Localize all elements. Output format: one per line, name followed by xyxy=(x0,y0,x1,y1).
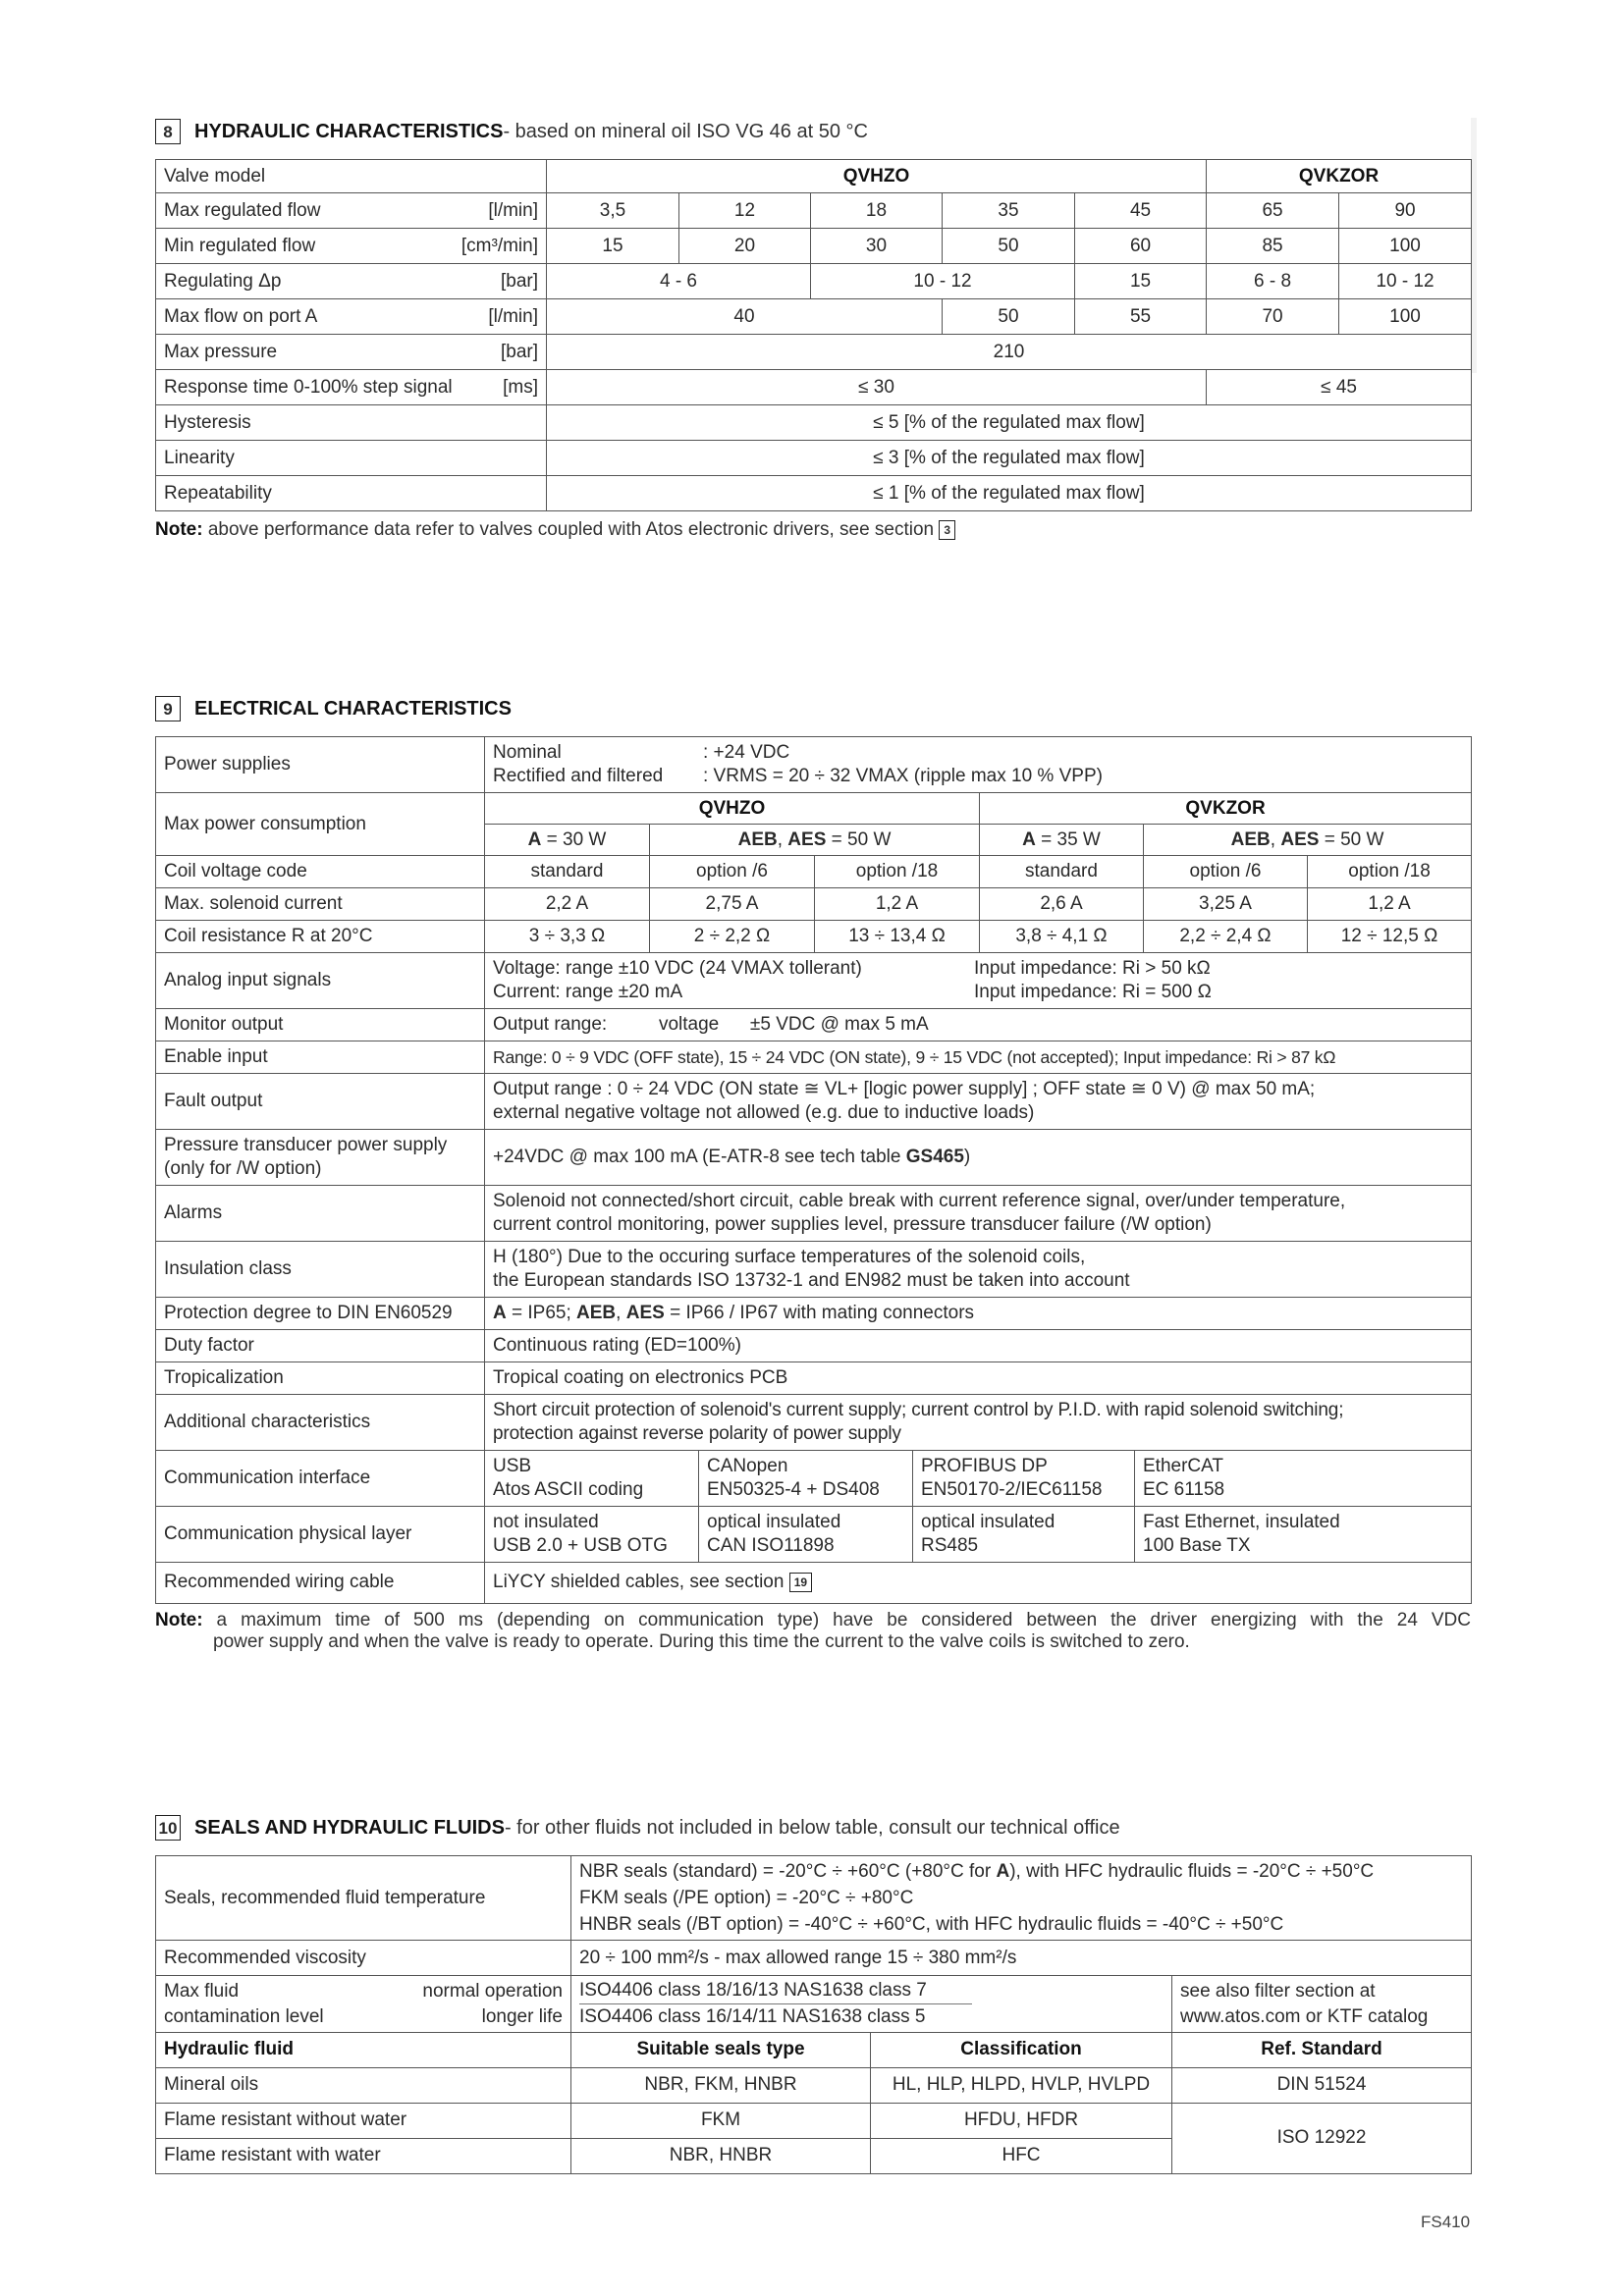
electrical-table xyxy=(155,736,1472,1451)
column-header: Suitable seals type xyxy=(571,2032,871,2067)
row-label: Protection degree to DIN EN60529 xyxy=(156,1298,485,1330)
cell: CANopen EN50325-4 + DS408 xyxy=(699,1450,913,1506)
table-row xyxy=(156,1562,1472,1603)
cell: A = IP65; AEB, AES = IP66 / IP67 with mating connectors xyxy=(485,1298,1472,1330)
table-row xyxy=(156,193,1472,229)
row-label: Max regulated flow [l/min] xyxy=(156,193,547,229)
cell: 50 xyxy=(943,299,1075,335)
row-label: Enable input xyxy=(156,1041,485,1074)
row-label: Linearity xyxy=(156,441,547,476)
seals-table xyxy=(155,1855,1472,2033)
model-qvkzor: QVKZOR xyxy=(980,793,1472,825)
cell: ≤ 5 [% of the regulated max flow] xyxy=(547,405,1472,441)
cell: USB Atos ASCII coding xyxy=(485,1450,699,1506)
cell: 210 xyxy=(547,335,1472,370)
table-row xyxy=(156,1395,1472,1451)
cell: standard xyxy=(485,856,650,888)
table-row xyxy=(156,1186,1472,1242)
cell: 85 xyxy=(1207,229,1339,264)
row-label: Pressure transducer power supply (only for /W option) xyxy=(156,1130,485,1186)
section-title: HYDRAULIC CHARACTERISTICS xyxy=(194,120,504,142)
column-header: Ref. Standard xyxy=(1172,2032,1472,2067)
section-title: ELECTRICAL CHARACTERISTICS xyxy=(194,697,512,720)
row-label: Recommended wiring cable xyxy=(156,1562,485,1603)
cell: 6 - 8 xyxy=(1207,264,1339,299)
cell: 18 xyxy=(811,193,943,229)
cell: 3,5 xyxy=(547,193,679,229)
cell: LiYCY shielded cables, see section 19 xyxy=(485,1562,1472,1603)
cell: 2 ÷ 2,2 Ω xyxy=(650,921,815,953)
table-row xyxy=(156,856,1472,888)
cell: option /18 xyxy=(815,856,980,888)
cell: ≤ 45 xyxy=(1207,370,1472,405)
fluids-table xyxy=(155,2032,1472,2174)
row-label: Additional characteristics xyxy=(156,1395,485,1451)
section-heading xyxy=(155,1812,1471,1843)
cell: AEB, AES = 50 W xyxy=(650,825,980,856)
cell: NBR, FKM, HNBR xyxy=(571,2067,871,2103)
row-label: Max pressure [bar] xyxy=(156,335,547,370)
section-hydraulic-characteristics xyxy=(155,116,1471,541)
row-label: Tropicalization xyxy=(156,1362,485,1395)
table-row xyxy=(156,1976,1472,2033)
row-label: Max fluid normal operation contamination level longer life xyxy=(156,1976,571,2033)
row-label: Communication physical layer xyxy=(156,1506,485,1562)
table-row xyxy=(156,953,1472,1009)
section-heading xyxy=(155,693,1471,724)
row-label: Duty factor xyxy=(156,1330,485,1362)
cell: ≤ 3 [% of the regulated max flow] xyxy=(547,441,1472,476)
section-ref: 19 xyxy=(789,1573,812,1592)
cell: 100 xyxy=(1339,299,1472,335)
table-row xyxy=(156,1130,1472,1186)
cell: Flame resistant with water xyxy=(156,2138,571,2173)
table-row xyxy=(156,1330,1472,1362)
row-label: Coil resistance R at 20°C xyxy=(156,921,485,953)
cell: ≤ 30 xyxy=(547,370,1207,405)
cell: DIN 51524 xyxy=(1172,2067,1472,2103)
cell: 10 - 12 xyxy=(811,264,1075,299)
section-number: 10 xyxy=(155,1815,181,1841)
cell: optical insulated RS485 xyxy=(913,1506,1135,1562)
table-row xyxy=(156,2067,1472,2103)
cell: HFDU, HFDR xyxy=(871,2103,1172,2138)
table-row xyxy=(156,1298,1472,1330)
cell: 15 xyxy=(547,229,679,264)
row-label: Analog input signals xyxy=(156,953,485,1009)
cell: Nominal : +24 VDC Rectified and filtered : VRMS = 20 ÷ 32 VMAX (ripple max 10 % VPP) xyxy=(485,737,1472,793)
communication-table xyxy=(155,1450,1472,1604)
cell: Continuous rating (ED=100%) xyxy=(485,1330,1472,1362)
cell: 100 xyxy=(1339,229,1472,264)
cell: 10 - 12 xyxy=(1339,264,1472,299)
table-row xyxy=(156,405,1472,441)
cell: 70 xyxy=(1207,299,1339,335)
cell: 20 xyxy=(679,229,811,264)
section-electrical-characteristics xyxy=(155,693,1471,1653)
cell: 12 ÷ 12,5 Ω xyxy=(1308,921,1472,953)
cell: A = 35 W xyxy=(980,825,1144,856)
row-label: Valve model xyxy=(156,160,547,193)
cell: 35 xyxy=(943,193,1075,229)
model-qvhzo: QVHZO xyxy=(547,160,1207,193)
cell: NBR, HNBR xyxy=(571,2138,871,2173)
cell: HL, HLP, HLPD, HVLP, HVLPD xyxy=(871,2067,1172,2103)
cell: HFC xyxy=(871,2138,1172,2173)
cell: EtherCAT EC 61158 xyxy=(1135,1450,1472,1506)
cell: 60 xyxy=(1075,229,1207,264)
cell: 2,2 ÷ 2,4 Ω xyxy=(1144,921,1308,953)
cell: Tropical coating on electronics PCB xyxy=(485,1362,1472,1395)
cell: standard xyxy=(980,856,1144,888)
row-label: Fault output xyxy=(156,1074,485,1130)
row-label: Communication interface xyxy=(156,1450,485,1506)
cell: 2,2 A xyxy=(485,888,650,921)
table-row xyxy=(156,888,1472,921)
section-ref: 3 xyxy=(939,520,955,540)
cell: NBR seals (standard) = -20°C ÷ +60°C (+80°C for A), with HFC hydraulic fluids = -20°C ÷ +50°C FKM seals (/PE option) = -20°C ÷ +80°C HNBR seals (/BT option) = -40°C ÷ +60°C, with HFC hydraulic fluids = -40°C ÷ +50°C xyxy=(571,1856,1472,1941)
table-row xyxy=(156,2103,1472,2138)
table-row xyxy=(156,1506,1472,1562)
section-number: 9 xyxy=(155,696,181,721)
cell: option /6 xyxy=(650,856,815,888)
cell: A = 30 W xyxy=(485,825,650,856)
cell: 3,25 A xyxy=(1144,888,1308,921)
cell: ISO 12922 xyxy=(1172,2103,1472,2173)
table-row xyxy=(156,441,1472,476)
note: Note: above performance data refer to valves coupled with Atos electronic drivers, see section 3 xyxy=(155,519,1471,541)
cell: 1,2 A xyxy=(1308,888,1472,921)
table-row xyxy=(156,264,1472,299)
row-label: Max. solenoid current xyxy=(156,888,485,921)
table-row xyxy=(156,1041,1472,1074)
cell: see also filter section at www.atos.com or KTF catalog xyxy=(1172,1976,1472,2033)
note: Note: a maximum time of 500 ms (depending on communication type) have be considered between the driver energizing with the 24 VDC power supply and when the valve is ready to operate. During this time the current to the valve coils is switched to zero. xyxy=(155,1609,1471,1652)
row-label: Insulation class xyxy=(156,1242,485,1298)
table-row xyxy=(156,1362,1472,1395)
page-footer-code: FS410 xyxy=(1421,2213,1471,2231)
table-row xyxy=(156,921,1472,953)
cell: 50 xyxy=(943,229,1075,264)
cell: optical insulated CAN ISO11898 xyxy=(699,1506,913,1562)
section-subtitle: - based on mineral oil ISO VG 46 at 50 °C xyxy=(503,120,868,142)
table-row xyxy=(156,1074,1472,1130)
cell: FKM xyxy=(571,2103,871,2138)
cell: Short circuit protection of solenoid's current supply; current control by P.I.D. with rapid solenoid switching; protection against reverse polarity of power supply xyxy=(485,1395,1472,1451)
section-number: 8 xyxy=(155,119,181,144)
cell: H (180°) Due to the occuring surface temperatures of the solenoid coils, the European standards ISO 13732-1 and EN982 must be taken into account xyxy=(485,1242,1472,1298)
table-row xyxy=(156,737,1472,793)
table-row xyxy=(156,160,1472,193)
row-label: Power supplies xyxy=(156,737,485,793)
cell: option /18 xyxy=(1308,856,1472,888)
table-header-row xyxy=(156,2032,1472,2067)
cell: 90 xyxy=(1339,193,1472,229)
cell: 45 xyxy=(1075,193,1207,229)
row-label: Hysteresis xyxy=(156,405,547,441)
row-label: Max flow on port A [l/min] xyxy=(156,299,547,335)
cell: 20 ÷ 100 mm²/s - max allowed range 15 ÷ 380 mm²/s xyxy=(571,1941,1472,1976)
cell: 30 xyxy=(811,229,943,264)
row-label: Seals, recommended fluid temperature xyxy=(156,1856,571,1941)
table-row xyxy=(156,793,1472,825)
cell: Mineral oils xyxy=(156,2067,571,2103)
cell: Solenoid not connected/short circuit, cable break with current reference signal, over/under temperature, current control monitoring, power supplies level, pressure transducer failure (/W option) xyxy=(485,1186,1472,1242)
cell: Range: 0 ÷ 9 VDC (OFF state), 15 ÷ 24 VDC (ON state), 9 ÷ 15 VDC (not accepted); Input impedance: Ri > 87 kΩ xyxy=(485,1041,1472,1074)
cell: 2,6 A xyxy=(980,888,1144,921)
section-heading xyxy=(155,116,1471,147)
hydraulic-table xyxy=(155,159,1472,511)
cell: 2,75 A xyxy=(650,888,815,921)
table-row xyxy=(156,1450,1472,1506)
cell: ≤ 1 [% of the regulated max flow] xyxy=(547,476,1472,511)
cell: 4 - 6 xyxy=(547,264,811,299)
cell: 3 ÷ 3,3 Ω xyxy=(485,921,650,953)
cell: 13 ÷ 13,4 Ω xyxy=(815,921,980,953)
cell: +24VDC @ max 100 mA (E-ATR-8 see tech table GS465) xyxy=(485,1130,1472,1186)
model-qvkzor: QVKZOR xyxy=(1207,160,1472,193)
table-row xyxy=(156,299,1472,335)
table-row xyxy=(156,476,1472,511)
cell: Output range : 0 ÷ 24 VDC (ON state ≅ VL+ [logic power supply] ; OFF state ≅ 0 V) @ max 50 mA; external negative voltage not allowed (e.g. due to inductive loads) xyxy=(485,1074,1472,1130)
cell: 55 xyxy=(1075,299,1207,335)
row-label: Alarms xyxy=(156,1186,485,1242)
section-subtitle: - for other fluids not included in below table, consult our technical office xyxy=(504,1816,1120,1839)
row-label: Repeatability xyxy=(156,476,547,511)
row-label: Recommended viscosity xyxy=(156,1941,571,1976)
table-row xyxy=(156,1941,1472,1976)
row-label: Min regulated flow [cm³/min] xyxy=(156,229,547,264)
cell: not insulated USB 2.0 + USB OTG xyxy=(485,1506,699,1562)
table-row xyxy=(156,1009,1472,1041)
cell: 3,8 ÷ 4,1 Ω xyxy=(980,921,1144,953)
row-label: Regulating Δp [bar] xyxy=(156,264,547,299)
row-label: Response time 0-100% step signal [ms] xyxy=(156,370,547,405)
table-row xyxy=(156,229,1472,264)
cell: Voltage: range ±10 VDC (24 VMAX tollerant) Input impedance: Ri > 50 kΩ Current: range ±20 mA Input impedance: Ri = 500 Ω xyxy=(485,953,1472,1009)
cell: 40 xyxy=(547,299,943,335)
row-label: Max power consumption xyxy=(156,793,485,856)
table-row xyxy=(156,370,1472,405)
cell: 15 xyxy=(1075,264,1207,299)
row-label: Monitor output xyxy=(156,1009,485,1041)
table-row xyxy=(156,1242,1472,1298)
section-seals-fluids xyxy=(155,1812,1471,2174)
section-title: SEALS AND HYDRAULIC FLUIDS xyxy=(194,1816,505,1839)
cell: 12 xyxy=(679,193,811,229)
cell: AEB, AES = 50 W xyxy=(1144,825,1472,856)
cell: ISO4406 class 18/16/13 NAS1638 class 7 ISO4406 class 16/14/11 NAS1638 class 5 xyxy=(571,1976,1172,2033)
column-header: Hydraulic fluid xyxy=(156,2032,571,2067)
cell: 65 xyxy=(1207,193,1339,229)
cell: 1,2 A xyxy=(815,888,980,921)
cell: Flame resistant without water xyxy=(156,2103,571,2138)
model-qvhzo: QVHZO xyxy=(485,793,980,825)
cell: Fast Ethernet, insulated 100 Base TX xyxy=(1135,1506,1472,1562)
cell: option /6 xyxy=(1144,856,1308,888)
cell: Output range: voltage ±5 VDC @ max 5 mA xyxy=(485,1009,1472,1041)
column-header: Classification xyxy=(871,2032,1172,2067)
table-row xyxy=(156,1856,1472,1941)
cell: PROFIBUS DP EN50170-2/IEC61158 xyxy=(913,1450,1135,1506)
row-label: Coil voltage code xyxy=(156,856,485,888)
table-row xyxy=(156,335,1472,370)
